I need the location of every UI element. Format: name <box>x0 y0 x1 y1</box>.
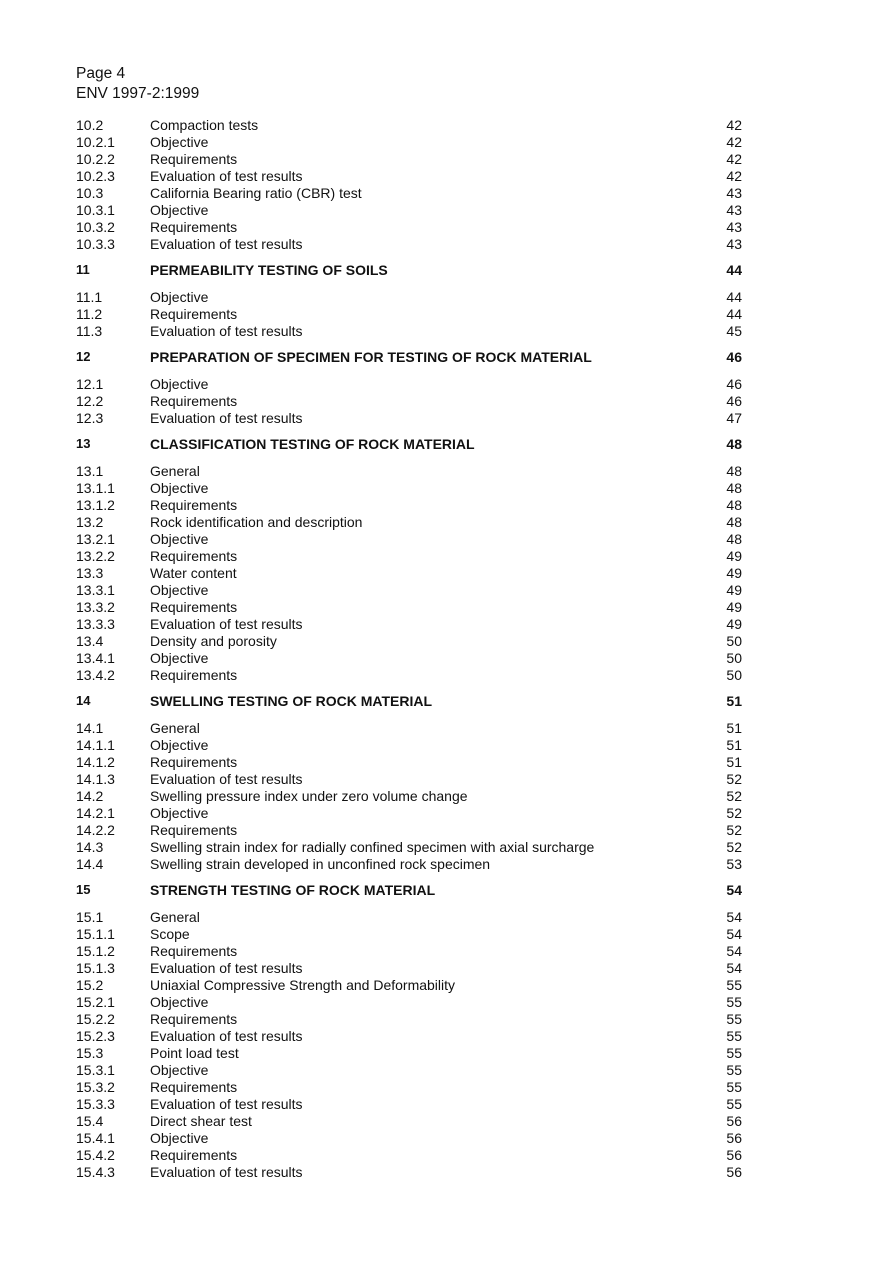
toc-entry-number: 12.2 <box>76 393 104 409</box>
toc-entry <box>76 236 742 253</box>
toc-entry-page: 48 <box>726 497 742 513</box>
toc-entry-page: 49 <box>726 616 742 632</box>
toc-entry-number: 15.2.3 <box>76 1028 115 1044</box>
toc-entry-title: Evaluation of test results <box>150 410 303 426</box>
toc-section-heading <box>76 257 742 283</box>
toc-entry-title: Objective <box>150 202 209 218</box>
toc-entry-title: Scope <box>150 926 190 942</box>
toc-entry <box>76 926 742 943</box>
toc-entry-title: Direct shear test <box>150 1113 252 1129</box>
toc-entry-page: 47 <box>726 410 742 426</box>
toc-entry-page: 44 <box>726 306 742 322</box>
toc-entry-title: General <box>150 909 200 925</box>
toc-entry-title: Requirements <box>150 1011 238 1027</box>
toc-entry-number: 11.1 <box>76 289 103 305</box>
toc-entry-number: 13.3 <box>76 565 104 581</box>
toc-entry <box>76 168 742 185</box>
toc-entry-number: 13.4.2 <box>76 667 115 683</box>
toc-entry-title: General <box>150 720 200 736</box>
toc-entry-number: 14.4 <box>76 856 104 872</box>
toc-entry-number: 13.3.1 <box>76 582 115 598</box>
toc-section-heading <box>76 877 742 903</box>
toc-entry-page: 56 <box>726 1113 742 1129</box>
toc-entry-page: 56 <box>726 1130 742 1146</box>
toc-entry-page: 51 <box>726 754 742 770</box>
toc-entry-title: Objective <box>150 650 209 666</box>
toc-entry-page: 53 <box>726 856 742 872</box>
toc-entry <box>76 1028 742 1045</box>
toc-entry <box>76 1011 742 1028</box>
toc-entry-title: Swelling pressure index under zero volume change <box>150 788 468 804</box>
toc-entry-title: Compaction tests <box>150 117 259 133</box>
toc-entry-number: 13.2.2 <box>76 548 115 564</box>
toc-entry-number: 14.2.1 <box>76 805 115 821</box>
toc-entry-number: 10.2.2 <box>76 151 115 167</box>
toc-entry-number: 12 <box>76 349 91 364</box>
toc-entry-number: 14.1 <box>76 720 104 736</box>
toc-entry-number: 14.3 <box>76 839 104 855</box>
toc-entry <box>76 839 742 856</box>
toc-entry-number: 15.3.2 <box>76 1079 115 1095</box>
toc-entry-page: 56 <box>726 1164 742 1180</box>
toc-entry-title: Requirements <box>150 393 238 409</box>
toc-entry-page: 52 <box>726 822 742 838</box>
page-header <box>76 64 199 104</box>
toc-entry-number: 15.3.1 <box>76 1062 115 1078</box>
toc-entry <box>76 202 742 219</box>
toc-entry-number: 13.1.1 <box>76 480 115 496</box>
toc-entry-number: 15.1.3 <box>76 960 115 976</box>
toc-entry <box>76 1147 742 1164</box>
toc-entry <box>76 650 742 667</box>
toc-entry-page: 49 <box>726 599 742 615</box>
toc-entry-page: 46 <box>726 393 742 409</box>
toc-entry <box>76 289 742 306</box>
toc-entry-title: Requirements <box>150 754 238 770</box>
toc-entry-title: PREPARATION OF SPECIMEN FOR TESTING OF ROCK MATERIAL <box>150 349 592 365</box>
toc-entry-number: 15.2.2 <box>76 1011 115 1027</box>
toc-entry <box>76 667 742 684</box>
toc-entry-page: 54 <box>726 882 742 898</box>
toc-entry <box>76 788 742 805</box>
toc-entry-page: 45 <box>726 323 742 339</box>
toc-entry-title: Objective <box>150 289 209 305</box>
toc-entry-title: Objective <box>150 994 209 1010</box>
toc-entry-number: 10.3 <box>76 185 104 201</box>
toc-entry-title: Objective <box>150 134 209 150</box>
toc-section-heading <box>76 688 742 714</box>
toc-entry-title: Objective <box>150 480 209 496</box>
toc-entry-page: 55 <box>726 1079 742 1095</box>
toc-entry <box>76 1045 742 1062</box>
toc-entry <box>76 497 742 514</box>
toc-entry-title: California Bearing ratio (CBR) test <box>150 185 362 201</box>
toc-entry-number: 10.3.1 <box>76 202 115 218</box>
toc-entry-number: 10.2.1 <box>76 134 115 150</box>
toc-entry-title: Evaluation of test results <box>150 960 303 976</box>
toc-entry <box>76 1130 742 1147</box>
toc-entry-number: 11.3 <box>76 323 103 339</box>
toc-entry <box>76 909 742 926</box>
toc-entry-page: 55 <box>726 1062 742 1078</box>
toc-entry-title: Evaluation of test results <box>150 1028 303 1044</box>
toc-entry-title: Objective <box>150 582 209 598</box>
toc-entry <box>76 943 742 960</box>
toc-entry-number: 15.4.3 <box>76 1164 115 1180</box>
toc-entry <box>76 376 742 393</box>
toc-entry <box>76 514 742 531</box>
toc-entry-page: 42 <box>726 117 742 133</box>
toc-entry-number: 15.4.2 <box>76 1147 115 1163</box>
toc-entry-number: 14 <box>76 693 91 708</box>
toc-entry <box>76 1062 742 1079</box>
toc-entry-title: Requirements <box>150 1079 238 1095</box>
toc-entry <box>76 185 742 202</box>
toc-entry-number: 14.1.1 <box>76 737 115 753</box>
toc-entry <box>76 480 742 497</box>
toc-entry <box>76 134 742 151</box>
toc-entry-number: 13.4.1 <box>76 650 115 666</box>
toc-entry-title: Objective <box>150 376 209 392</box>
toc-entry <box>76 599 742 616</box>
toc-entry-title: Uniaxial Compressive Strength and Deformability <box>150 977 456 993</box>
toc-entry-page: 44 <box>726 289 742 305</box>
toc-entry <box>76 582 742 599</box>
toc-entry-number: 15.2.1 <box>76 994 115 1010</box>
toc-entry-title: PERMEABILITY TESTING OF SOILS <box>150 262 388 278</box>
toc-entry-title: Evaluation of test results <box>150 771 303 787</box>
toc-entry <box>76 531 742 548</box>
toc-entry <box>76 737 742 754</box>
toc-entry <box>76 633 742 650</box>
toc-entry <box>76 548 742 565</box>
toc-entry-number: 10.3.2 <box>76 219 115 235</box>
toc-entry <box>76 960 742 977</box>
toc-entry-page: 48 <box>726 480 742 496</box>
toc-entry <box>76 771 742 788</box>
toc-entry-title: Evaluation of test results <box>150 236 303 252</box>
toc-entry <box>76 117 742 134</box>
toc-entry-title: CLASSIFICATION TESTING OF ROCK MATERIAL <box>150 436 475 452</box>
toc-entry <box>76 1113 742 1130</box>
toc-entry-number: 14.1.2 <box>76 754 115 770</box>
toc-entry-title: Evaluation of test results <box>150 1164 303 1180</box>
toc-entry-page: 51 <box>726 737 742 753</box>
toc-entry <box>76 616 742 633</box>
toc-entry <box>76 822 742 839</box>
toc-entry-title: Evaluation of test results <box>150 168 303 184</box>
toc-entry <box>76 754 742 771</box>
toc-entry-number: 15.1.1 <box>76 926 115 942</box>
toc-entry-page: 55 <box>726 994 742 1010</box>
toc-entry-number: 13.3.2 <box>76 599 115 615</box>
toc-entry-title: Objective <box>150 737 209 753</box>
toc-entry-title: Requirements <box>150 219 238 235</box>
toc-entry-title: Requirements <box>150 151 238 167</box>
toc-entry-title: Objective <box>150 1130 209 1146</box>
toc-entry <box>76 219 742 236</box>
toc-entry-page: 54 <box>726 960 742 976</box>
toc-entry <box>76 805 742 822</box>
toc-entry-page: 42 <box>726 151 742 167</box>
toc-entry-number: 15.2 <box>76 977 104 993</box>
toc-entry-title: Requirements <box>150 1147 238 1163</box>
toc-entry-page: 49 <box>726 565 742 581</box>
toc-entry-title: Requirements <box>150 306 238 322</box>
toc-entry-page: 55 <box>726 1096 742 1112</box>
toc-entry-page: 52 <box>726 771 742 787</box>
toc-entry-number: 10.2.3 <box>76 168 115 184</box>
toc-entry <box>76 393 742 410</box>
toc-entry-number: 15.3 <box>76 1045 104 1061</box>
toc-entry-page: 54 <box>726 909 742 925</box>
toc-entry-title: Point load test <box>150 1045 239 1061</box>
toc-entry-number: 13.2.1 <box>76 531 115 547</box>
toc-entry-title: General <box>150 463 200 479</box>
toc-entry-number: 12.3 <box>76 410 104 426</box>
toc-entry-page: 49 <box>726 582 742 598</box>
toc-entry-page: 55 <box>726 1011 742 1027</box>
toc-entry-page: 46 <box>726 349 742 365</box>
toc-entry-page: 42 <box>726 134 742 150</box>
toc-entry-title: Evaluation of test results <box>150 323 303 339</box>
toc-entry-title: Objective <box>150 531 209 547</box>
toc-entry-page: 44 <box>726 262 742 278</box>
toc-entry-title: Rock identification and description <box>150 514 363 530</box>
toc-entry <box>76 323 742 340</box>
toc-entry-page: 52 <box>726 805 742 821</box>
toc-entry-number: 13 <box>76 436 91 451</box>
toc-entry-title: Water content <box>150 565 237 581</box>
toc-entry <box>76 977 742 994</box>
toc-entry-title: Evaluation of test results <box>150 1096 303 1112</box>
toc-entry-page: 43 <box>726 219 742 235</box>
toc-entry-number: 15.3.3 <box>76 1096 115 1112</box>
toc-entry-title: Objective <box>150 1062 209 1078</box>
toc-entry-number: 13.1 <box>76 463 104 479</box>
toc-entry <box>76 306 742 323</box>
toc-entry <box>76 1096 742 1113</box>
toc-entry-title: Objective <box>150 805 209 821</box>
toc-entry-title: Density and porosity <box>150 633 277 649</box>
toc-section-heading <box>76 431 742 457</box>
toc-entry-title: Requirements <box>150 599 238 615</box>
toc-entry-page: 55 <box>726 977 742 993</box>
toc-entry-page: 55 <box>726 1028 742 1044</box>
toc-entry <box>76 151 742 168</box>
toc-entry-page: 51 <box>726 693 742 709</box>
toc-entry-title: Evaluation of test results <box>150 616 303 632</box>
table-of-contents <box>76 117 742 1181</box>
toc-entry-title: Requirements <box>150 667 238 683</box>
toc-entry <box>76 410 742 427</box>
toc-entry-page: 43 <box>726 202 742 218</box>
toc-entry-title: SWELLING TESTING OF ROCK MATERIAL <box>150 693 433 709</box>
toc-entry-page: 50 <box>726 633 742 649</box>
toc-entry-number: 14.1.3 <box>76 771 115 787</box>
toc-entry <box>76 463 742 480</box>
toc-entry <box>76 1164 742 1181</box>
toc-section-heading <box>76 344 742 370</box>
toc-entry-number: 14.2.2 <box>76 822 115 838</box>
toc-entry-page: 50 <box>726 650 742 666</box>
toc-entry <box>76 565 742 582</box>
toc-entry <box>76 994 742 1011</box>
toc-entry-number: 13.4 <box>76 633 104 649</box>
toc-entry <box>76 1079 742 1096</box>
toc-entry-number: 13.3.3 <box>76 616 115 632</box>
toc-entry-page: 56 <box>726 1147 742 1163</box>
toc-entry-number: 15.4.1 <box>76 1130 115 1146</box>
toc-entry-page: 51 <box>726 720 742 736</box>
toc-entry-title: STRENGTH TESTING OF ROCK MATERIAL <box>150 882 436 898</box>
toc-entry-number: 10.2 <box>76 117 104 133</box>
toc-entry-page: 42 <box>726 168 742 184</box>
toc-entry-page: 49 <box>726 548 742 564</box>
toc-entry-page: 43 <box>726 236 742 252</box>
toc-entry-number: 12.1 <box>76 376 104 392</box>
document-identifier: ENV 1997-2:1999 <box>76 85 200 102</box>
toc-entry-number: 15.1.2 <box>76 943 115 959</box>
toc-entry-number: 13.2 <box>76 514 104 530</box>
toc-entry-title: Swelling strain index for radially confined specimen with axial surcharge <box>150 839 595 855</box>
toc-entry-title: Requirements <box>150 497 238 513</box>
toc-entry-page: 55 <box>726 1045 742 1061</box>
toc-entry-page: 48 <box>726 514 742 530</box>
toc-entry-page: 48 <box>726 531 742 547</box>
toc-entry-title: Swelling strain developed in unconfined rock specimen <box>150 856 491 872</box>
toc-entry-page: 54 <box>726 943 742 959</box>
toc-entry-number: 14.2 <box>76 788 104 804</box>
toc-entry-number: 11.2 <box>76 306 103 322</box>
toc-entry-number: 15.4 <box>76 1113 104 1129</box>
page-number-label: Page 4 <box>76 65 126 82</box>
toc-entry-page: 54 <box>726 926 742 942</box>
toc-entry-page: 48 <box>726 436 742 452</box>
toc-entry-number: 10.3.3 <box>76 236 115 252</box>
toc-entry-number: 15.1 <box>76 909 104 925</box>
toc-entry-page: 50 <box>726 667 742 683</box>
toc-entry-number: 15 <box>76 882 91 897</box>
toc-entry-page: 52 <box>726 788 742 804</box>
toc-entry-number: 11 <box>76 262 90 277</box>
toc-entry-title: Requirements <box>150 548 238 564</box>
toc-entry-page: 43 <box>726 185 742 201</box>
toc-entry-page: 46 <box>726 376 742 392</box>
toc-entry-title: Requirements <box>150 943 238 959</box>
toc-entry-number: 13.1.2 <box>76 497 115 513</box>
toc-entry-page: 48 <box>726 463 742 479</box>
toc-entry-page: 52 <box>726 839 742 855</box>
toc-entry <box>76 720 742 737</box>
toc-entry <box>76 856 742 873</box>
toc-entry-title: Requirements <box>150 822 238 838</box>
